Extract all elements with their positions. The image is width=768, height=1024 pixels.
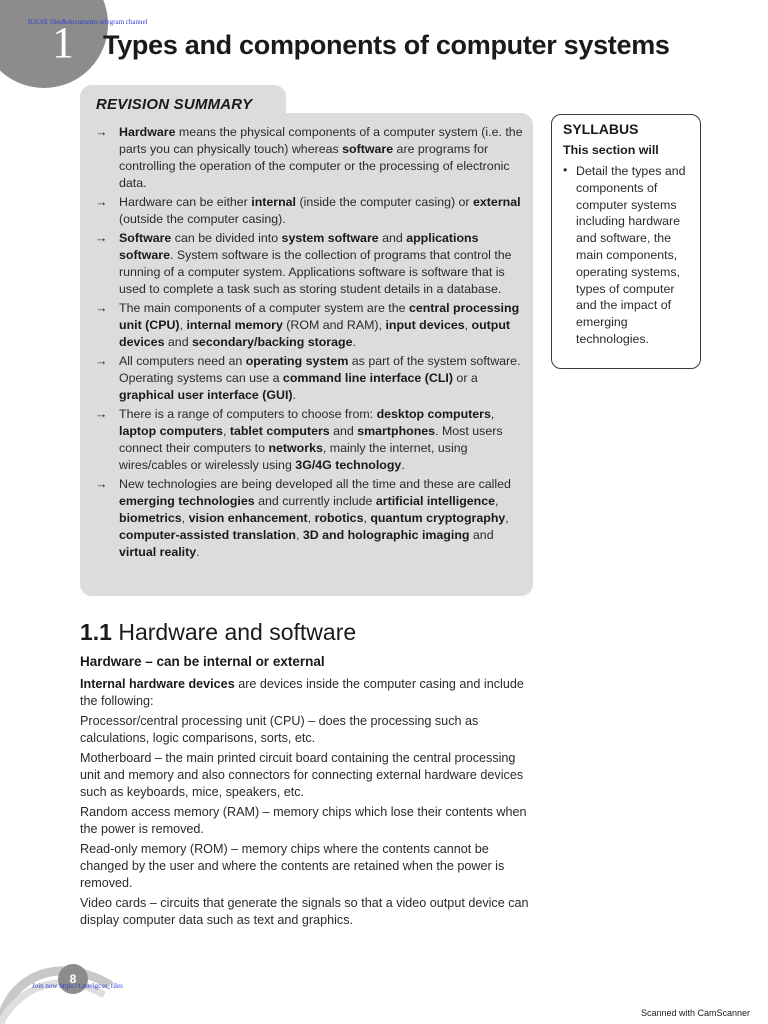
section-paragraph [80,895,535,930]
text-run: (outside the computer casing). [119,212,286,226]
bold-term: software [342,142,394,156]
text-run: (inside the computer casing) or [296,195,474,209]
bold-term: quantum cryptography [370,511,506,525]
revision-summary-item [95,476,525,561]
syllabus-heading: SYLLABUS [563,121,639,137]
text-run: , [363,511,371,525]
text-run: and [378,231,407,245]
bold-term: desktop computers [376,407,491,421]
text-run: There is a range of computers to choose from: [119,407,377,421]
revision-summary-item [95,353,525,404]
chapter-title: Types and components of computer systems [103,30,670,60]
text-run: New technologies are being developed all the time and these are called [119,477,511,491]
revision-summary-item [95,230,525,298]
bold-term: internal [251,195,297,209]
text-run: Hardware can be either [119,195,252,209]
revision-summary-title: REVISION SUMMARY [96,96,253,113]
section-paragraph [80,676,535,711]
bold-term: central processing unit (CPU) [119,301,520,332]
text-run: , [505,511,509,525]
text-run: Processor/central processing unit (CPU) – does the processing such as calculations, logic comparisons, sorts, etc. [80,713,479,746]
bold-term: secondary/backing storage [192,335,353,349]
revision-summary-list [95,124,525,563]
text-run: , [307,511,315,525]
text-run: are devices inside the computer casing and include the following: [80,677,524,709]
text-run: (ROM and RAM), [282,318,386,332]
revision-summary-item [95,194,525,228]
text-run: All computers need an [119,354,246,368]
text-run: and currently include [254,494,376,508]
bold-term: output devices [119,318,511,349]
text-run: , [222,424,230,438]
section-paragraph [80,750,535,802]
text-run: , mainly the internet, using wires/cables or wirelessly using [119,441,468,472]
arrow-right-icon: → [95,477,108,491]
arrow-right-icon: → [95,195,108,209]
revision-summary-item [95,406,525,474]
bold-term: computer-assisted translation [119,528,296,542]
text-run: , [495,494,499,508]
text-run: , [179,318,187,332]
text-run: as part of the system software. Operating systems can use a [119,354,521,385]
section-paragraph [80,713,535,748]
bold-term: artificial intelligence [375,494,496,508]
bold-term: 3D and holographic imaging [302,528,470,542]
bold-term: laptop computers [119,424,223,438]
text-run: and [469,528,494,542]
bold-term: networks [268,441,323,455]
revision-summary-item [95,300,525,351]
bold-term: robotics [314,511,364,525]
arrow-right-icon: → [95,301,108,315]
bold-term: emerging technologies [119,494,255,508]
section-subheading: Hardware – can be internal or external [80,654,325,669]
bold-term: vision enhancement [188,511,308,525]
bold-term: graphical user interface (GUI) [119,388,293,402]
text-run: The main components of a computer system are the [119,301,409,315]
bold-term: command line interface (CLI) [282,371,453,385]
bold-term: Software [119,231,172,245]
section-title [80,619,356,646]
bold-term: input devices [385,318,465,332]
bold-term: Hardware [119,125,176,139]
telegram-channel-link[interactable]: IGCSE files&documents telegram channel [28,18,148,26]
section-paragraph [80,841,535,893]
scanner-watermark: Scanned with CamScanner [641,1008,751,1018]
section-body [80,676,535,930]
join-telegram-link[interactable]: Join now https://t.me/igcse_files [32,982,123,990]
chapter-number: 1 [52,18,74,67]
text-run: or a [452,371,478,385]
text-run: and [329,424,358,438]
arrow-right-icon: → [95,407,108,421]
text-run: Random access memory (RAM) – memory chips which lose their contents when the power is removed. [80,804,527,837]
text-run: . System software is the collection of programs that control the running of a computer system. Applications software is software that is used to complete a task such as storing student details in a database. [119,248,512,296]
bold-term: operating system [245,354,349,368]
bold-term: smartphones [357,424,436,438]
text-run: , [181,511,189,525]
arrow-right-icon: → [95,125,108,139]
arrow-right-icon: → [95,231,108,245]
text-run: Motherboard – the main printed circuit board containing the central processing unit and memory and also connectors for connecting external hardware devices such as keyboards, mice, speakers, etc. [80,750,524,800]
revision-summary-item [95,124,525,192]
text-run: , [295,528,303,542]
bold-term: system software [281,231,379,245]
bold-term: biometrics [119,511,182,525]
section-paragraph [80,804,535,839]
bold-term: tablet computers [229,424,330,438]
text-run: Read-only memory (ROM) – memory chips where the contents cannot be changed by the user and where the contents are retained when the power is removed. [80,841,505,891]
section-number: 1.1 [80,619,112,645]
syllabus-bullet-text: Detail the types and components of computer systems including hardware and software, the main components, operating systems, types of computer and the impact of emerging technologies. [576,164,686,346]
bold-term: internal memory [186,318,283,332]
text-run: Video cards – circuits that generate the signals so that a video output device can display computer data such as text and graphics. [80,895,529,928]
text-run: . [352,335,356,349]
syllabus-box [551,114,701,369]
text-run: . [196,545,200,559]
bullet-icon: • [563,163,568,177]
text-run: can be divided into [171,231,282,245]
text-run: . [292,388,296,402]
text-run: , [490,407,495,421]
text-run: , [464,318,472,332]
text-run: are programs for controlling the operation of the computer or the processing of electronic data. [119,142,510,190]
text-run: means the physical components of a computer system (i.e. the parts you can physically touch) whereas [119,125,523,156]
bold-term: virtual reality [119,545,197,559]
text-run: . Most users connect their computers to [119,424,503,455]
bold-term: external [473,195,521,209]
syllabus-subheading: This section will [563,143,659,157]
arrow-right-icon: → [95,354,108,368]
page-number: 8 [58,964,88,994]
bold-term: 3G/4G technology [295,458,402,472]
bold-term: applications software [119,231,479,262]
section-title-text: Hardware and software [118,619,357,645]
text-run: . [401,458,405,472]
text-run: and [164,335,193,349]
bold-term: Internal hardware devices [80,677,235,691]
